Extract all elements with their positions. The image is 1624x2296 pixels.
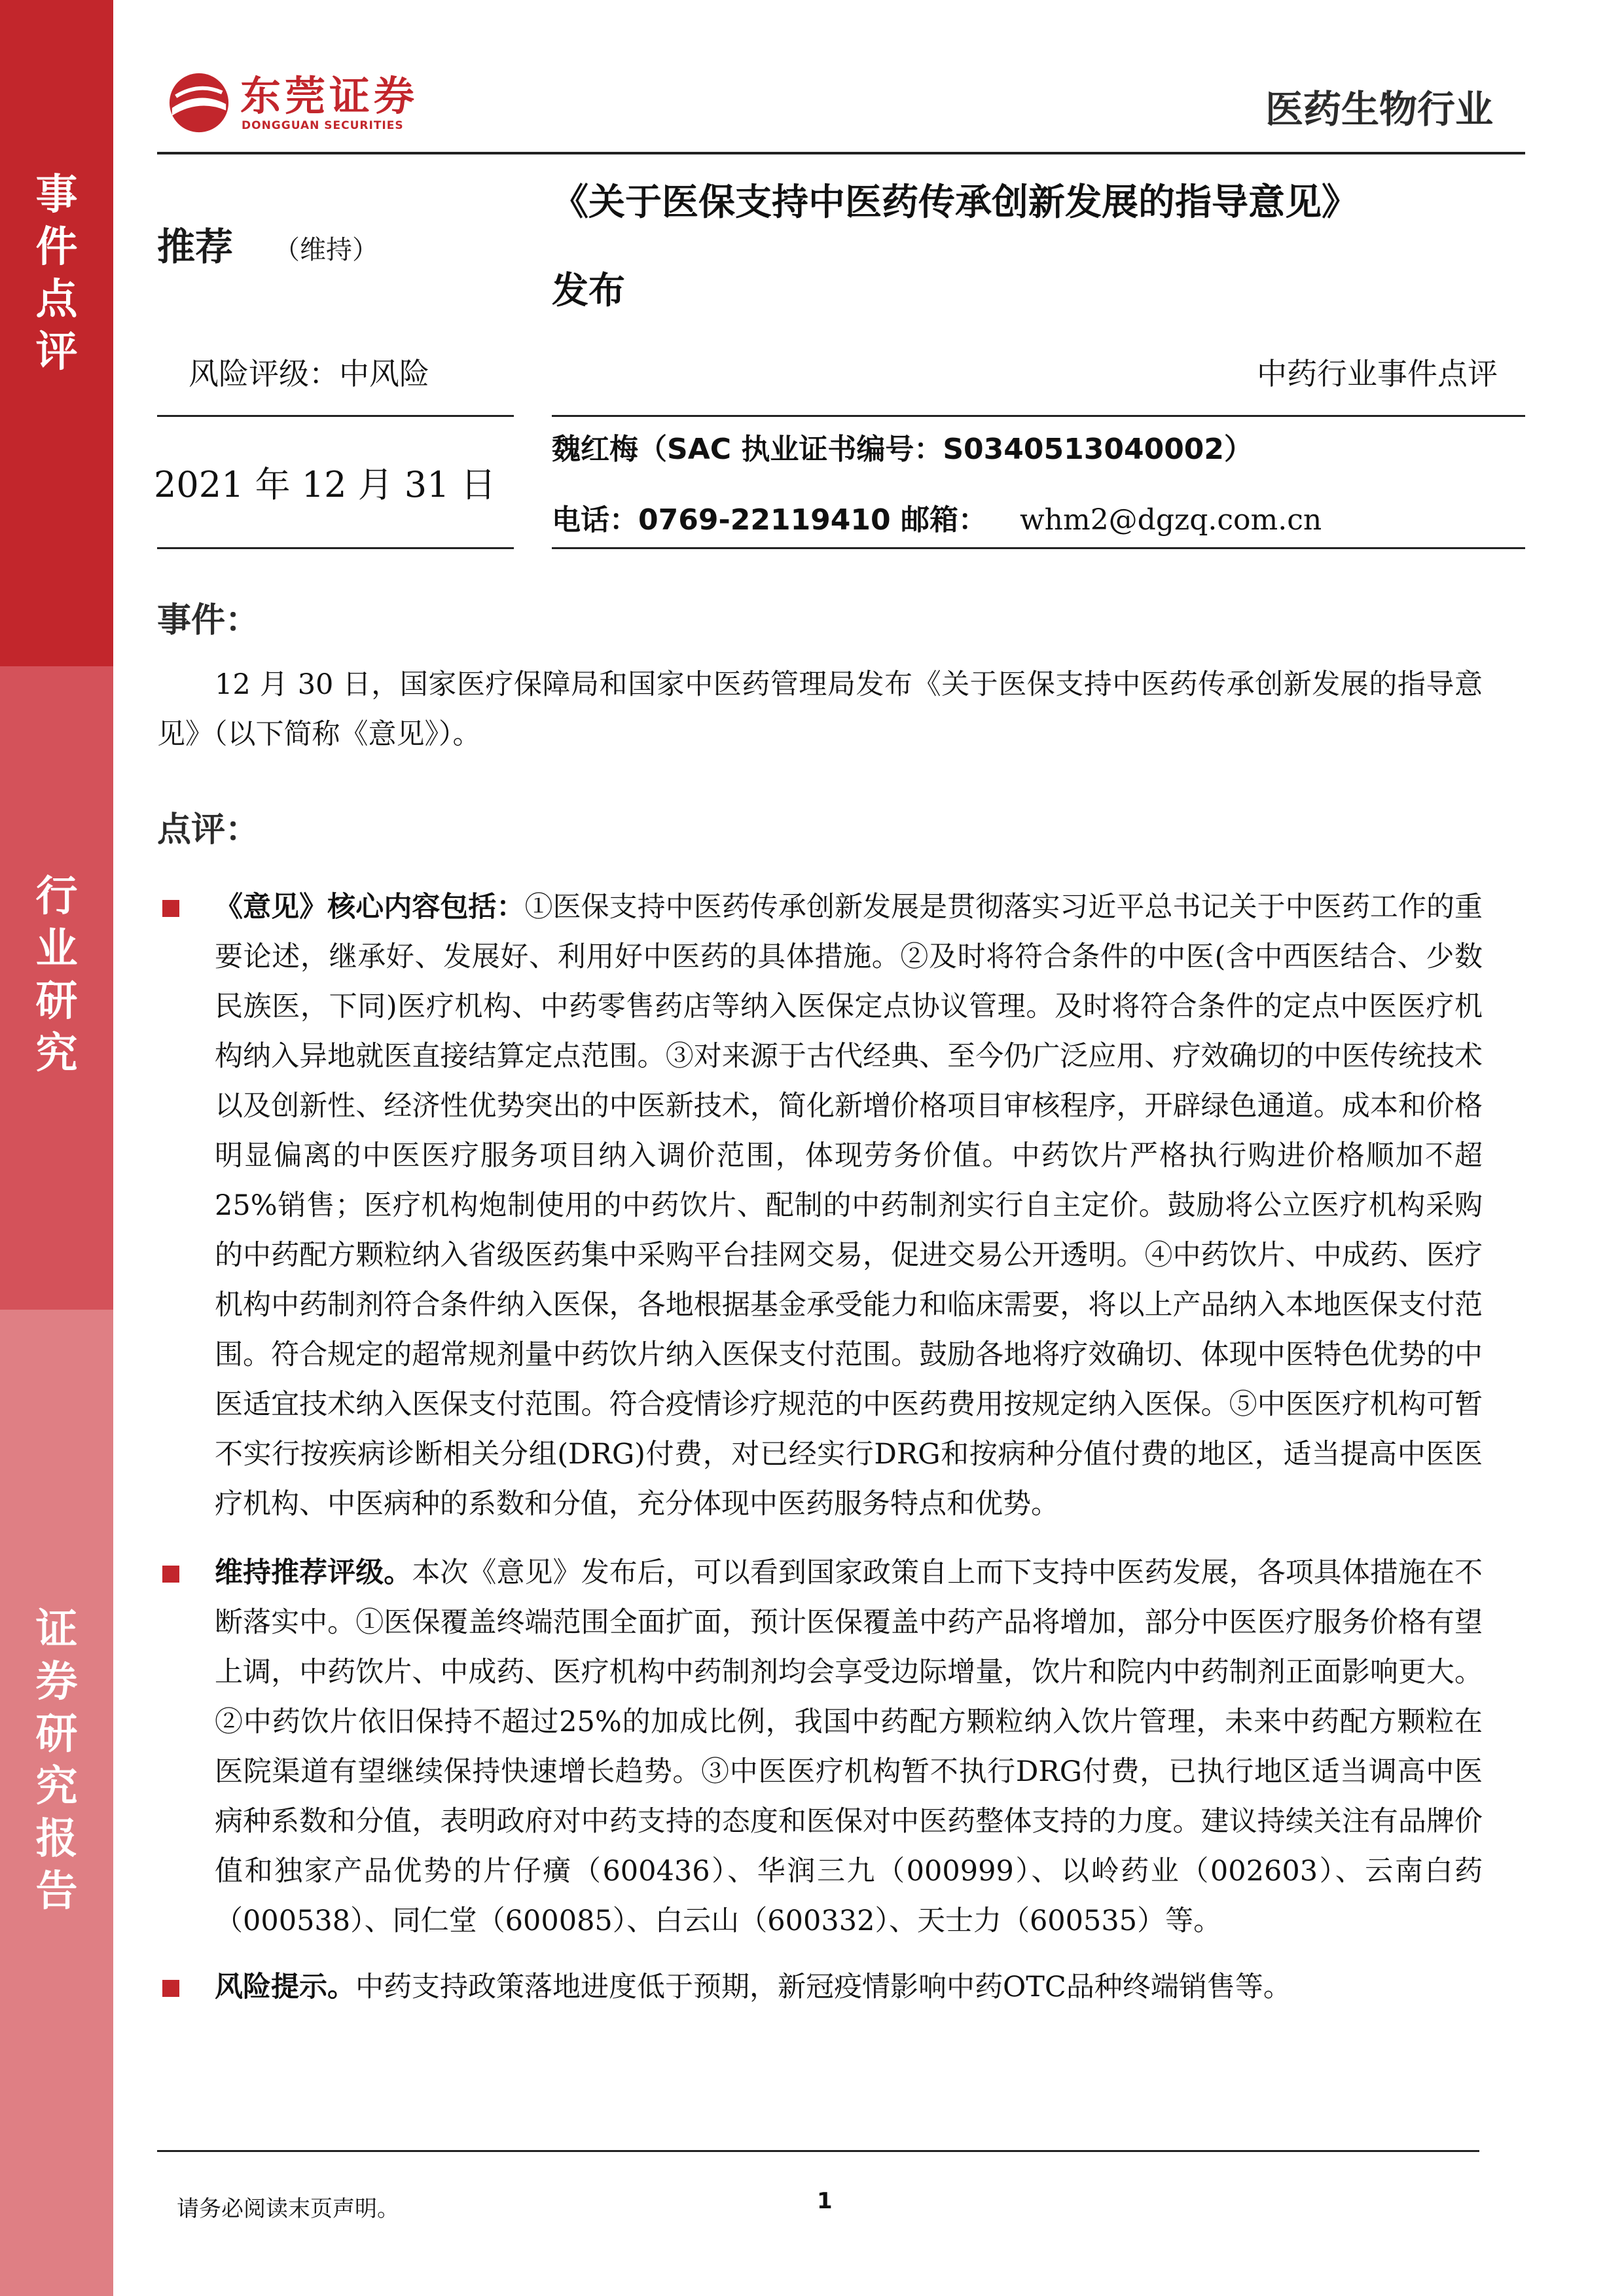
bullet-text: ①医保支持中医药传承创新发展是贯彻落实习近平总书记关于中医药工作的重要论述，继承好、发展好、利用好中医药的具体措施。②及时将符合条件的中医(含中西医结合、少数民族医，下同)医疗机构、中药零售药店等纳入医保定点协议管理。及时将符合条件的定点中医医疗机构纳入异地就医直接结算定点范围。③对来源于古代经典、至今仍广泛应用、疗效确切的中医传统技术以及创新性、经济性优势突出的中医新技术，简化新增价格项目审核程序，开辟绿色通道。成本和价格明显偏离的中医医疗服务项目纳入调价范围，体现劳务价值。中药饮片严格执行购进价格顺加不超25%销售；医疗机构炮制使用的中药饮片、配制的中药制剂实行自主定价。鼓励将公立医疗机构采购的中药配方颗粒纳入省级医药集中采购平台挂网交易，促进交易公开透明。④中药饮片、中成药、医疗机构中药制剂符合条件纳入医保，各地根据基金承受能力和临床需要，将以上产品纳入本地医保支付范围。符合规定的超常规剂量中药饮片纳入医保支付范围。鼓励各地将疗效确切、体现中医特色优势的中医适宜技术纳入医保支付范围。符合疫情诊疗规范的中医药费用按规定纳入医保。⑤中医医疗机构可暂不实行按疾病诊断相关分组(DRG)付费，对已经实行DRG和按病种分值付费的地区，适当提高中医医疗机构、中医病种的系数和分值，充分体现中医药服务特点和优势。 [215, 891, 1483, 1520]
review-bullet-risk [215, 1962, 1483, 2012]
event-heading: 事件： [157, 601, 260, 640]
analyst-contact [552, 496, 1322, 538]
page-number: 1 [817, 2188, 833, 2214]
footer-rule [157, 2150, 1479, 2152]
logo-name-en: DONGGUAN SECURITIES [242, 119, 404, 132]
report-title-line-2: 发布 [552, 270, 625, 312]
bullet-square-icon [162, 1566, 179, 1583]
bullet-text: 本次《意见》发布后，可以看到国家政策自上而下支持中医药发展，各项具体措施在不断落实中。①医保覆盖终端范围全面扩面，预计医保覆盖中药产品将增加，部分中医医疗服务价格有望上调，中药饮片、中成药、医疗机构中药制剂均会享受边际增量，饮片和院内中药制剂正面影响更大。②中药饮片依旧保持不超过25%的加成比例，我国中药配方颗粒纳入饮片管理，未来中药配方颗粒在医院渠道有望继续保持快速增长趋势。③中医医疗机构暂不执行DRG付费，已执行地区适当调高中医病种系数和分值，表明政府对中药支持的态度和医保对中医药整体支持的力度。建议持续关注有品牌价值和独家产品优势的片仔癀（600436）、华润三九（000999）、以岭药业（002603）、云南白药（000538）、同仁堂（600085）、白云山（600332）、天士力（600535）等。 [215, 1556, 1483, 1937]
footer-disclaimer: 请务必阅读末页声明。 [177, 2196, 399, 2222]
left-col-rule-2 [157, 547, 514, 549]
bullet-square-icon [162, 900, 179, 917]
industry-label: 医药生物行业 [1265, 87, 1493, 132]
review-bullet-rating [215, 1548, 1483, 1946]
event-paragraph: 12 月 30 日，国家医疗保障局和国家中医药管理局发布《关于医保支持中医药传承创新发展的指导意见》（以下简称《意见》）。 [157, 668, 1483, 751]
risk-level: 风险评级：中风险 [189, 356, 429, 391]
header-rule [157, 152, 1525, 154]
company-logo [167, 71, 468, 136]
logo-mark-icon [167, 71, 231, 135]
right-col-rule-1 [552, 415, 1525, 417]
bullet-lead: 维持推荐评级。 [215, 1556, 412, 1589]
rating-label: 推荐 [157, 224, 234, 269]
logo-name-cn: 东莞证券 [240, 72, 419, 120]
bullet-square-icon [162, 1980, 179, 1997]
bullet-lead: 《意见》核心内容包括： [215, 891, 525, 924]
bullet-lead: 风险提示。 [215, 1971, 355, 2003]
rating-sub: （维持） [274, 235, 378, 265]
report-type: 中药行业事件点评 [1257, 356, 1498, 391]
review-heading: 点评： [157, 810, 260, 850]
side-band-label-industry-research: 行 业 研 究 [35, 872, 78, 1078]
contact-email: whm2@dgzq.com.cn [1019, 503, 1322, 537]
report-title-line-1: 《关于医保支持中医药传承创新发展的指导意见》 [552, 181, 1358, 224]
analyst-name: 魏红梅（SAC 执业证书编号：S0340513040002） [552, 433, 1254, 466]
right-col-rule-2 [552, 547, 1525, 549]
bullet-text: 中药支持政策落地进度低于预期，新冠疫情影响中药OTC品种终端销售等。 [355, 1971, 1291, 2003]
side-band-label-securities-report: 证 券 研 究 报 告 [35, 1605, 78, 1916]
side-band-label-event-review: 事 件 点 评 [35, 171, 78, 376]
left-col-rule-1 [157, 415, 514, 417]
contact-phone: 电话：0769-22119410 邮箱： [552, 503, 987, 537]
review-bullet-core-content [215, 882, 1483, 1529]
report-date: 2021 年 12 月 31 日 [154, 464, 496, 505]
